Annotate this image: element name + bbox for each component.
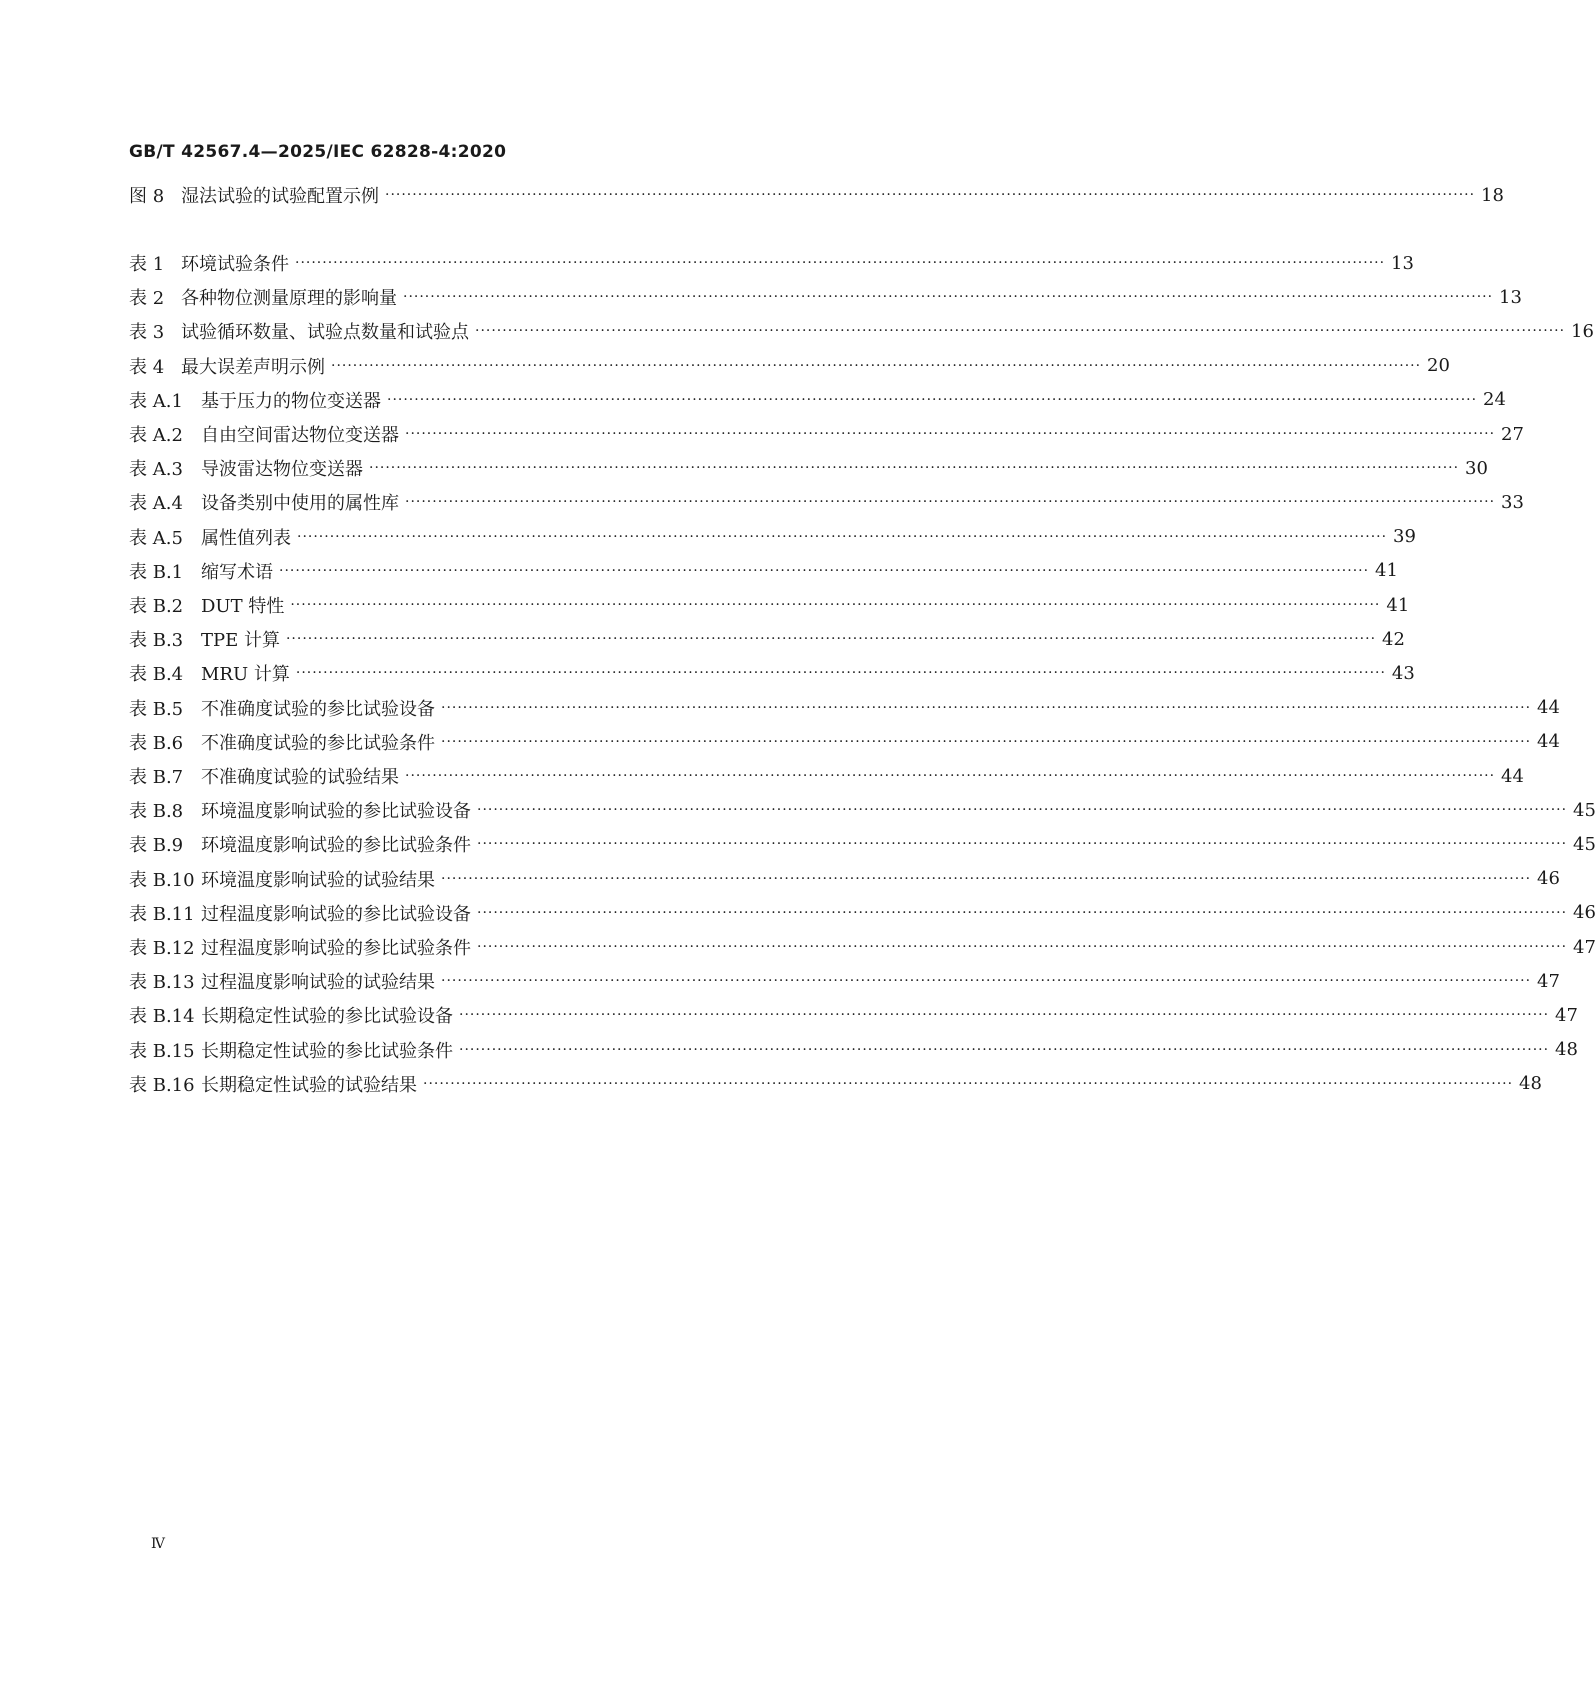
toc-entry-number: 表 B.12 xyxy=(129,938,195,959)
dot-leader: ········································································································································································································ xyxy=(477,802,1568,819)
toc-entry-number: 表 B.10 xyxy=(129,869,195,891)
dot-leader: ········································································································································································································ xyxy=(423,1075,1514,1092)
toc-entry-number: 表 B.13 xyxy=(129,972,195,994)
dot-leader: ········································································································································································································ xyxy=(405,426,1496,442)
toc-entry-title: 过程温度影响试验的试验结果 xyxy=(201,972,435,994)
toc-entry-title: 各种物位测量原理的影响量 xyxy=(181,288,397,310)
toc-entry-title: 环境温度影响试验的参比试验设备 xyxy=(201,801,471,823)
toc-entry-title: 不准确度试验的参比试验设备 xyxy=(201,698,435,720)
toc-entry-title: 基于压力的物位变送器 xyxy=(201,390,381,412)
toc-entry-title: 缩写术语 xyxy=(201,561,273,583)
toc-entry-number: 表 B.4 xyxy=(129,664,184,686)
toc-entry-number: 表 A.2 xyxy=(129,425,183,446)
toc-entry-page: 41 xyxy=(1386,594,1410,616)
toc-entry-number: 表 1 xyxy=(129,254,165,275)
toc-entry[interactable] xyxy=(129,282,1522,312)
toc-entry-title: 环境试验条件 xyxy=(181,254,289,275)
toc-entry-number: 表 B.15 xyxy=(129,1040,195,1062)
toc-entry-page: 44 xyxy=(1537,697,1560,719)
toc-entry-number: 表 3 xyxy=(129,322,165,344)
toc-entry-number: 表 B.5 xyxy=(129,698,184,720)
toc-entry[interactable] xyxy=(129,487,1524,517)
toc-entry-title: 环境温度影响试验的试验结果 xyxy=(201,869,435,891)
toc-entry[interactable] xyxy=(129,1000,1578,1030)
toc-entry-number: 表 B.16 xyxy=(129,1074,195,1096)
toc-entry[interactable] xyxy=(129,590,1410,620)
toc-entry-page: 39 xyxy=(1393,526,1416,548)
dot-leader: ········································································································································································································ xyxy=(459,1041,1550,1058)
toc-entry-page: 18 xyxy=(1481,184,1504,206)
toc-entry[interactable] xyxy=(129,898,1596,928)
toc-entry[interactable] xyxy=(129,624,1405,654)
toc-entry-page: 48 xyxy=(1519,1073,1542,1095)
toc-entry-number: 表 B.3 xyxy=(129,630,184,652)
dot-leader: ········································································································································································································ xyxy=(331,357,1422,374)
toc-entry[interactable] xyxy=(129,1069,1542,1099)
toc-entry[interactable] xyxy=(129,419,1524,449)
dot-leader: ········································································································································································································ xyxy=(297,528,1388,545)
toc-entry-title: 不准确度试验的试验结果 xyxy=(201,767,399,788)
dot-leader: ········································································································································································································ xyxy=(441,870,1532,887)
toc-entry-page: 27 xyxy=(1501,423,1524,445)
dot-leader: ········································································································································································································ xyxy=(441,973,1532,990)
dot-leader: ········································································································································································································ xyxy=(403,289,1494,306)
toc-entry-title: 长期稳定性试验的参比试验条件 xyxy=(201,1040,453,1062)
toc-entry-title: MRU 计算 xyxy=(201,664,290,686)
toc-entry-page: 44 xyxy=(1501,765,1524,787)
toc-entry-number: 表 B.1 xyxy=(129,561,184,583)
toc-entry-number: 表 B.7 xyxy=(129,767,184,788)
toc-entry-title: TPE 计算 xyxy=(201,630,280,652)
toc-entry-page: 48 xyxy=(1555,1039,1578,1061)
toc-entry-title: 最大误差声明示例 xyxy=(181,356,325,378)
toc-entry-page: 47 xyxy=(1537,970,1560,992)
toc-entry[interactable] xyxy=(129,693,1560,723)
toc-entry-title: 自由空间雷达物位变送器 xyxy=(201,425,399,446)
dot-leader: ········································································································································································································ xyxy=(369,460,1460,477)
toc-entry-page: 33 xyxy=(1501,491,1524,513)
dot-leader: ········································································································································································································ xyxy=(459,1007,1550,1024)
toc-entry-title: 不准确度试验的参比试验条件 xyxy=(201,732,435,754)
toc-entry-title: 过程温度影响试验的参比试验条件 xyxy=(201,938,471,959)
toc-entry-number: 表 B.2 xyxy=(129,596,184,617)
dot-leader: ········································································································································································································ xyxy=(385,187,1476,203)
toc-entry-number: 表 4 xyxy=(129,356,165,378)
toc-entry-title: 环境温度影响试验的参比试验条件 xyxy=(201,835,471,857)
toc-entry-number: 表 B.11 xyxy=(129,903,195,925)
toc-entry[interactable] xyxy=(129,453,1488,483)
toc-entry[interactable] xyxy=(129,316,1594,346)
toc-entry-page: 45 xyxy=(1573,833,1596,855)
dot-leader: ········································································································································································································ xyxy=(295,255,1386,271)
toc-entry-page: 13 xyxy=(1391,252,1414,274)
toc-entry-title: 属性值列表 xyxy=(201,527,291,549)
dot-leader: ········································································································································································································ xyxy=(295,665,1386,682)
toc-entry-title: DUT 特性 xyxy=(201,596,285,617)
toc-entry[interactable] xyxy=(129,727,1560,757)
dot-leader: ········································································································································································································ xyxy=(405,768,1496,784)
toc-entry-page: 16 xyxy=(1571,320,1594,342)
toc-entry[interactable] xyxy=(129,180,1504,210)
toc-entry-page: 45 xyxy=(1573,799,1596,821)
dot-leader: ········································································································································································································ xyxy=(475,323,1566,340)
toc-entry[interactable] xyxy=(129,829,1596,859)
dot-leader: ········································································································································································································ xyxy=(279,562,1370,579)
toc-entry-number: 表 B.8 xyxy=(129,801,184,823)
dot-leader: ········································································································································································································ xyxy=(477,939,1568,955)
toc-entry-page: 30 xyxy=(1465,457,1488,479)
toc-entry-title: 试验循环数量、试验点数量和试验点 xyxy=(181,322,469,344)
toc-entry-title: 过程温度影响试验的参比试验设备 xyxy=(201,903,471,925)
toc-entry-page: 47 xyxy=(1555,1004,1578,1026)
toc-entry-page: 47 xyxy=(1573,936,1596,958)
toc-entry-title: 导波雷达物位变送器 xyxy=(201,459,363,481)
toc-entry-number: 表 A.4 xyxy=(129,493,183,515)
toc-entry-page: 42 xyxy=(1382,628,1405,650)
toc-entry-title: 湿法试验的试验配置示例 xyxy=(181,186,379,207)
toc-entry[interactable] xyxy=(129,522,1416,552)
dot-leader: ········································································································································································································ xyxy=(441,699,1532,716)
toc-entry-page: 24 xyxy=(1483,389,1506,411)
toc-entry[interactable] xyxy=(129,932,1596,962)
toc-entry-number: 表 A.1 xyxy=(129,390,183,412)
toc-entry-page: 41 xyxy=(1375,560,1398,582)
toc-entry-title: 长期稳定性试验的参比试验设备 xyxy=(201,1006,453,1028)
toc-entry[interactable] xyxy=(129,966,1560,996)
toc-entry-number: 表 A.3 xyxy=(129,459,183,481)
toc-entry[interactable] xyxy=(129,761,1524,791)
dot-leader: ········································································································································································································ xyxy=(387,391,1478,408)
toc-entry[interactable] xyxy=(129,1035,1578,1065)
toc-entry[interactable] xyxy=(129,248,1414,278)
toc-entry[interactable] xyxy=(129,556,1398,586)
toc-entry[interactable] xyxy=(129,351,1450,381)
toc-entry-page: 13 xyxy=(1499,286,1522,308)
dot-leader: ········································································································································································································ xyxy=(290,597,1381,613)
standard-code-header: GB/T 42567.4—2025/IEC 62828-4:2020 xyxy=(129,142,507,162)
toc-entry-number: 表 B.6 xyxy=(129,732,184,754)
toc-entry-title: 设备类别中使用的属性库 xyxy=(201,493,399,515)
toc-entry[interactable] xyxy=(129,658,1415,688)
toc-entry-number: 表 B.14 xyxy=(129,1006,195,1028)
toc-entry-number: 表 A.5 xyxy=(129,527,183,549)
dot-leader: ········································································································································································································ xyxy=(405,494,1496,511)
toc-entry-title: 长期稳定性试验的试验结果 xyxy=(201,1074,417,1096)
toc-entry-page: 43 xyxy=(1391,662,1415,684)
dot-leader: ········································································································································································································ xyxy=(477,904,1568,921)
toc-entry[interactable] xyxy=(129,864,1560,894)
toc-entry-number: 图 8 xyxy=(129,186,165,207)
page-number: Ⅳ xyxy=(151,1536,165,1552)
toc-entry-number: 表 B.9 xyxy=(129,835,184,857)
toc-entry-page: 46 xyxy=(1537,868,1560,890)
dot-leader: ········································································································································································································ xyxy=(285,631,1377,648)
toc-entry-page: 20 xyxy=(1427,355,1450,377)
toc-entry-number: 表 2 xyxy=(129,288,165,310)
toc-entry[interactable] xyxy=(129,385,1506,415)
dot-leader: ········································································································································································································ xyxy=(441,733,1532,750)
toc-entry-page: 46 xyxy=(1573,902,1596,924)
toc-entry-page: 44 xyxy=(1537,731,1560,753)
toc-entry[interactable] xyxy=(129,795,1596,825)
dot-leader: ········································································································································································································ xyxy=(477,836,1568,853)
